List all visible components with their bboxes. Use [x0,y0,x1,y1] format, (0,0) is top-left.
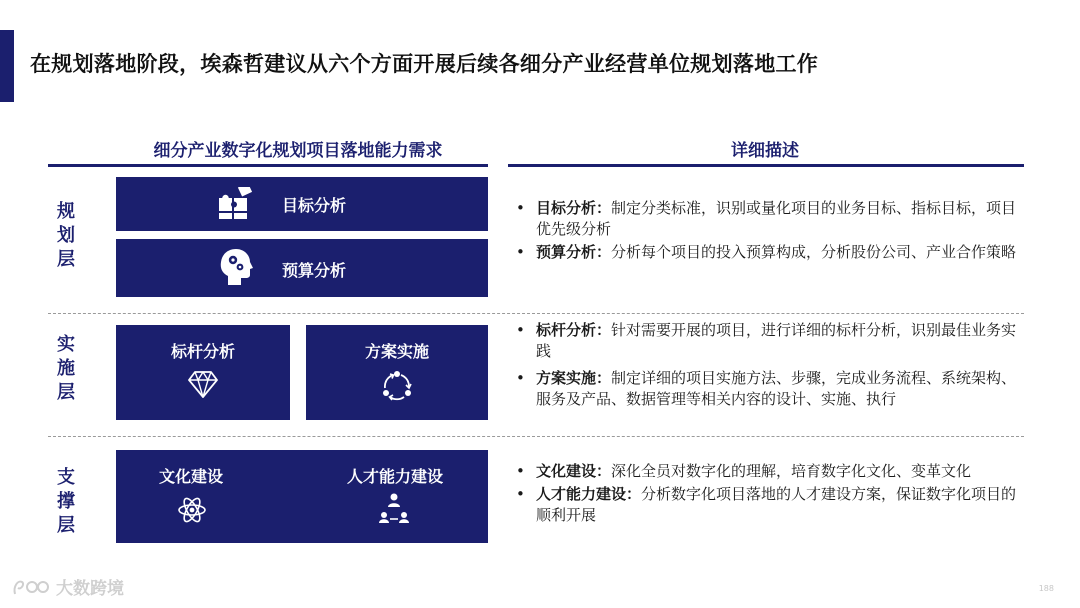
description-term: 人才能力建设： [536,485,642,503]
diamond-icon [187,369,219,399]
description-item [514,198,1020,240]
description-term: 文化建设： [536,462,612,480]
box-support [116,450,488,543]
description-item [514,368,1020,410]
left-header-underline [48,164,488,167]
description-text: 针对需要开展的项目，进行详细的标杆分析，识别最佳业务实践 [536,321,1017,360]
layer-separator [48,436,1024,437]
box-benchmark-analysis [116,325,290,420]
planning-descriptions [514,198,1020,265]
description-text: 分析数字化项目落地的人才建设方案，保证数字化项目的顺利开展 [536,485,1017,524]
description-term: 目标分析： [536,199,612,217]
description-item [514,461,1020,482]
box-budget-analysis [116,239,488,297]
right-column-header: 详细描述 [731,141,799,161]
description-text: 分析每个项目的投入预算构成，分析股份公司、产业合作策略 [611,243,1017,261]
support-descriptions [514,461,1020,528]
box-label: 预算分析 [282,261,347,280]
right-header-underline [508,164,1024,167]
watermark-logo [12,574,124,599]
cycle-icon [380,369,414,403]
puzzle-icon [216,187,254,221]
box-label: 人才能力建设 [346,467,443,486]
box-label: 目标分析 [282,196,347,215]
description-term: 预算分析： [536,243,612,261]
layer-separator [48,313,1024,314]
description-text: 制定分类标准，识别或量化项目的业务目标、指标目标，项目优先级分析 [536,199,1017,238]
page-title: 在规划落地阶段，埃森哲建议从六个方面开展后续各细分产业经营单位规划落地工作 [30,52,819,76]
description-text: 制定详细的项目实施方法、步骤，完成业务流程、系统架构、服务及产品、数据管理等相关内容的设计、实施、执行 [536,369,1017,408]
layer-label-planning: 规划层 [57,201,75,270]
layer-label-implementation: 实施层 [57,334,75,403]
description-item [514,484,1020,526]
description-term: 标杆分析： [536,321,612,339]
description-text: 深化全员对数字化的理解，培育数字化文化、变革文化 [611,462,972,480]
box-label: 方案实施 [364,342,429,361]
logo-mark-icon [12,576,52,598]
title-accent-bar [0,30,14,102]
description-item [514,320,1020,362]
atom-icon [176,494,208,526]
implementation-descriptions [514,320,1020,412]
head-gears-icon [218,247,254,287]
layer-label-support: 支撑层 [57,467,75,536]
box-label: 文化建设 [158,467,223,486]
box-goal-analysis [116,177,488,231]
left-column-header: 细分产业数字化规划项目落地能力需求 [153,141,443,161]
description-item [514,242,1020,263]
logo-text: 大数跨境 [56,579,124,599]
page-number: 188 [1038,584,1054,593]
description-term: 方案实施： [536,369,612,387]
box-plan-implementation [306,325,488,420]
box-label: 标杆分析 [170,342,235,361]
people-network-icon [376,490,412,526]
